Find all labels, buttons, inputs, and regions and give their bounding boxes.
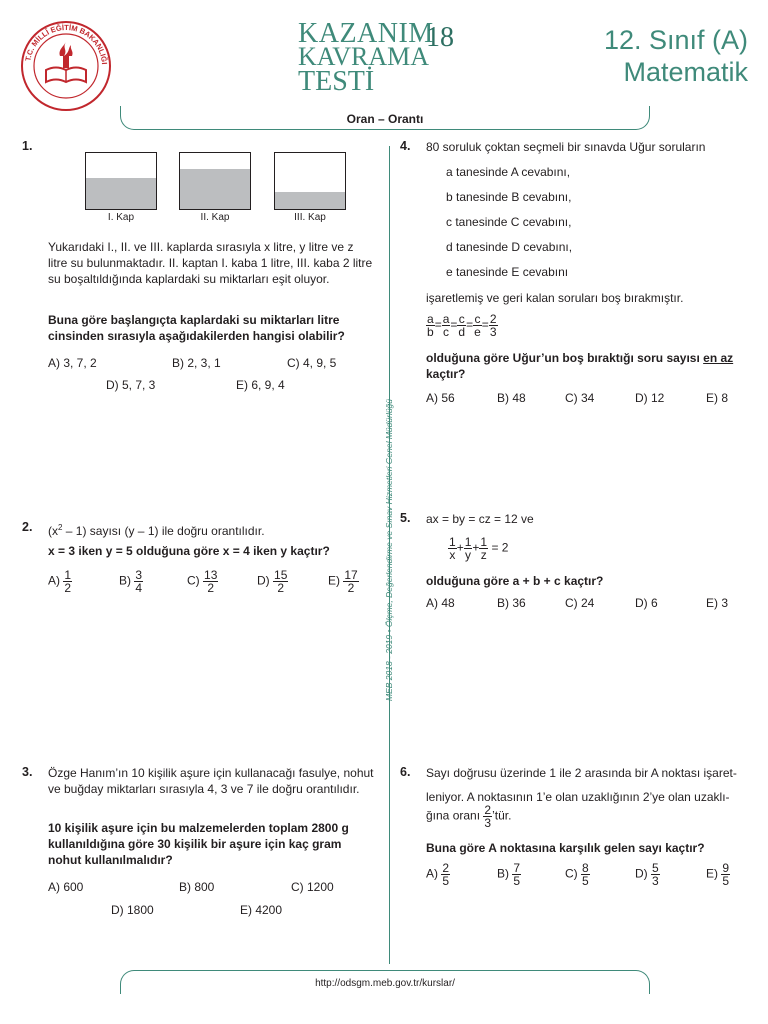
logo-ring-text: T.C. MİLLÎ EĞİTİM BAKANLIĞI bbox=[23, 22, 109, 65]
kap-2 bbox=[179, 152, 251, 210]
title-kavrama: KAVRAMA bbox=[298, 42, 429, 71]
q5-option-c[interactable]: C) 24 bbox=[565, 596, 595, 610]
q3-question: 10 kişilik aşure için bu malzemelerden toplam 2800 g kullanıldığına göre 30 kişilik bir aşure için kaç gram nohut kullanılmalıdır? bbox=[48, 821, 349, 867]
topic-title: Oran – Orantı bbox=[346, 112, 424, 126]
q4-question: olduğuna göre Uğur’un boş bıraktığı soru sayısı en az kaçtır? bbox=[426, 351, 734, 381]
q4-line-e: e tanesinde E cevabını bbox=[446, 265, 569, 279]
q3-option-d[interactable]: D) 1800 bbox=[111, 903, 154, 917]
q6-number: 6. bbox=[400, 765, 411, 779]
q2-option-b[interactable]: B) $\frac{3}{4}$ bbox=[119, 568, 143, 595]
q3-option-b[interactable]: B) 800 bbox=[179, 880, 215, 894]
q2-question: x = 3 iken y = 5 olduğuna göre x = 4 iken y kaçtır? bbox=[48, 544, 330, 558]
q6-line-3: ğına oranı $\frac{2}{3}$ ’tür. bbox=[426, 803, 512, 830]
q1-number: 1. bbox=[22, 139, 33, 153]
q6-option-d[interactable]: D) $\frac{5}{3}$ bbox=[635, 861, 659, 888]
q2-number: 2. bbox=[22, 520, 33, 534]
q1-text: Yukarıdaki I., II. ve III. kaplarda sırasıyla x litre, y litre ve z litre su bulunmaktadır. II. kaptan I. kaba 1 litre, III. kaba 2 litre su boşaltıldığında kaplardaki su miktarları eşit oluyor. bbox=[48, 240, 373, 286]
q1-option-c[interactable]: C) 4, 9, 5 bbox=[287, 356, 337, 370]
sidebar-text: MEB 2018 - 2019 • Ölçme, Değerlendirme ve Sınav Hizmetleri Genel Müdürlüğü bbox=[384, 398, 394, 702]
title-testi: TESTİ bbox=[298, 66, 375, 97]
grade-label: 12. Sınıf (A) bbox=[603, 25, 748, 55]
q4-line-c: c tanesinde C cevabını, bbox=[446, 215, 572, 229]
q4-option-c[interactable]: C) 34 bbox=[565, 391, 595, 405]
q2-text: $(x^2 - 1)$ sayısı (y – 1) ile doğru orantılıdır. bbox=[48, 523, 265, 538]
q4-line-b: b tanesinde B cevabını, bbox=[446, 190, 572, 204]
q4-equation: $\frac{a}{b}$ = $\frac{a}{c}$ = $\frac{c}{d}$ = $\frac{c}{e}$ = $\frac{2}{3}$ bbox=[427, 312, 497, 339]
q3-text: Özge Hanım’ın 10 kişilik aşure için kullanacağı fasulye, nohut ve buğday miktarları sırasıyla 4, 3 ve 7 ile doğru orantılıdır. bbox=[48, 766, 374, 796]
q4-number: 4. bbox=[400, 139, 411, 153]
q6-question: Buna göre A noktasına karşılık gelen sayı kaçtır? bbox=[426, 841, 705, 855]
q2-option-e[interactable]: E) $\frac{17}{2}$ bbox=[328, 568, 358, 595]
q2-option-c[interactable]: C) $\frac{13}{2}$ bbox=[187, 568, 218, 595]
title-kazanim: KAZANIM bbox=[298, 18, 434, 49]
q6-line-2: leniyor. A noktasının 1’e olan uzaklığının 2’ye olan uzaklı- bbox=[426, 790, 730, 804]
q3-option-c[interactable]: C) 1200 bbox=[291, 880, 334, 894]
kap-label-2: II. Kap bbox=[200, 212, 230, 223]
footer-url[interactable]: http://odsgm.meb.gov.tr/kurslar/ bbox=[315, 978, 455, 989]
q4-option-a[interactable]: A) 56 bbox=[426, 391, 455, 405]
q4-intro: 80 soruluk çoktan seçmeli bir sınavda Uğur soruların bbox=[426, 140, 706, 154]
q1-option-e[interactable]: E) 6, 9, 4 bbox=[236, 378, 285, 392]
q1-question: Buna göre başlangıçta kaplardaki su miktarları litre cinsinden sırasıyla aşağıdakilerden hangisi olabilir? bbox=[48, 313, 345, 343]
q4-option-e[interactable]: E) 8 bbox=[706, 391, 729, 405]
q3-option-a[interactable]: A) 600 bbox=[48, 880, 84, 894]
q4-line-a: a tanesinde A cevabını, bbox=[446, 165, 571, 179]
q4-option-d[interactable]: D) 12 bbox=[635, 391, 665, 405]
q4-option-b[interactable]: B) 48 bbox=[497, 391, 526, 405]
water-level-3 bbox=[275, 192, 345, 209]
q3-option-e[interactable]: E) 4200 bbox=[240, 903, 283, 917]
q1-option-b[interactable]: B) 2, 3, 1 bbox=[172, 356, 221, 370]
q6-option-e[interactable]: E) $\frac{9}{5}$ bbox=[706, 861, 730, 888]
q5-option-d[interactable]: D) 6 bbox=[635, 596, 658, 610]
kap-label-1: I. Kap bbox=[107, 212, 135, 223]
q1-option-a[interactable]: A) 3, 7, 2 bbox=[48, 356, 97, 370]
kap-3 bbox=[274, 152, 346, 210]
q3-number: 3. bbox=[22, 765, 33, 779]
q4-after: işaretlemiş ve geri kalan soruları boş bırakmıştır. bbox=[426, 291, 684, 305]
q6-option-b[interactable]: B) $\frac{7}{5}$ bbox=[497, 861, 521, 888]
kap-label-3: III. Kap bbox=[294, 212, 326, 223]
q5-text: ax = by = cz = 12 ve bbox=[426, 512, 534, 526]
q2-option-d[interactable]: D) $\frac{15}{2}$ bbox=[257, 568, 288, 595]
q6-line-1: Sayı doğrusu üzerinde 1 ile 2 arasında bir A noktası işaret- bbox=[426, 766, 737, 780]
q5-number: 5. bbox=[400, 511, 411, 525]
q6-option-a[interactable]: A) $\frac{2}{5}$ bbox=[426, 861, 450, 888]
q5-question: olduğuna göre a + b + c kaçtır? bbox=[426, 574, 604, 588]
water-level-2 bbox=[180, 169, 250, 209]
q2-option-a[interactable]: A) $\frac{1}{2}$ bbox=[48, 568, 72, 595]
kap-1 bbox=[85, 152, 157, 210]
water-level-1 bbox=[86, 178, 156, 209]
q5-equation: $\frac{1}{x}$ + $\frac{1}{y}$ + $\frac{1}{z}$ = 2 bbox=[449, 535, 509, 562]
subject-label: Matematik bbox=[623, 57, 748, 87]
q4-line-d: d tanesinde D cevabını, bbox=[446, 240, 573, 254]
q5-option-a[interactable]: A) 48 bbox=[426, 596, 455, 610]
test-title-logo bbox=[298, 18, 473, 97]
q6-option-c[interactable]: C) $\frac{8}{5}$ bbox=[565, 861, 589, 888]
grade-subject bbox=[604, 24, 748, 88]
q5-option-b[interactable]: B) 36 bbox=[497, 596, 526, 610]
ministry-logo bbox=[18, 18, 114, 114]
test-number: 18 bbox=[426, 22, 454, 53]
q5-option-e[interactable]: E) 3 bbox=[706, 596, 729, 610]
q1-option-d[interactable]: D) 5, 7, 3 bbox=[106, 378, 156, 392]
